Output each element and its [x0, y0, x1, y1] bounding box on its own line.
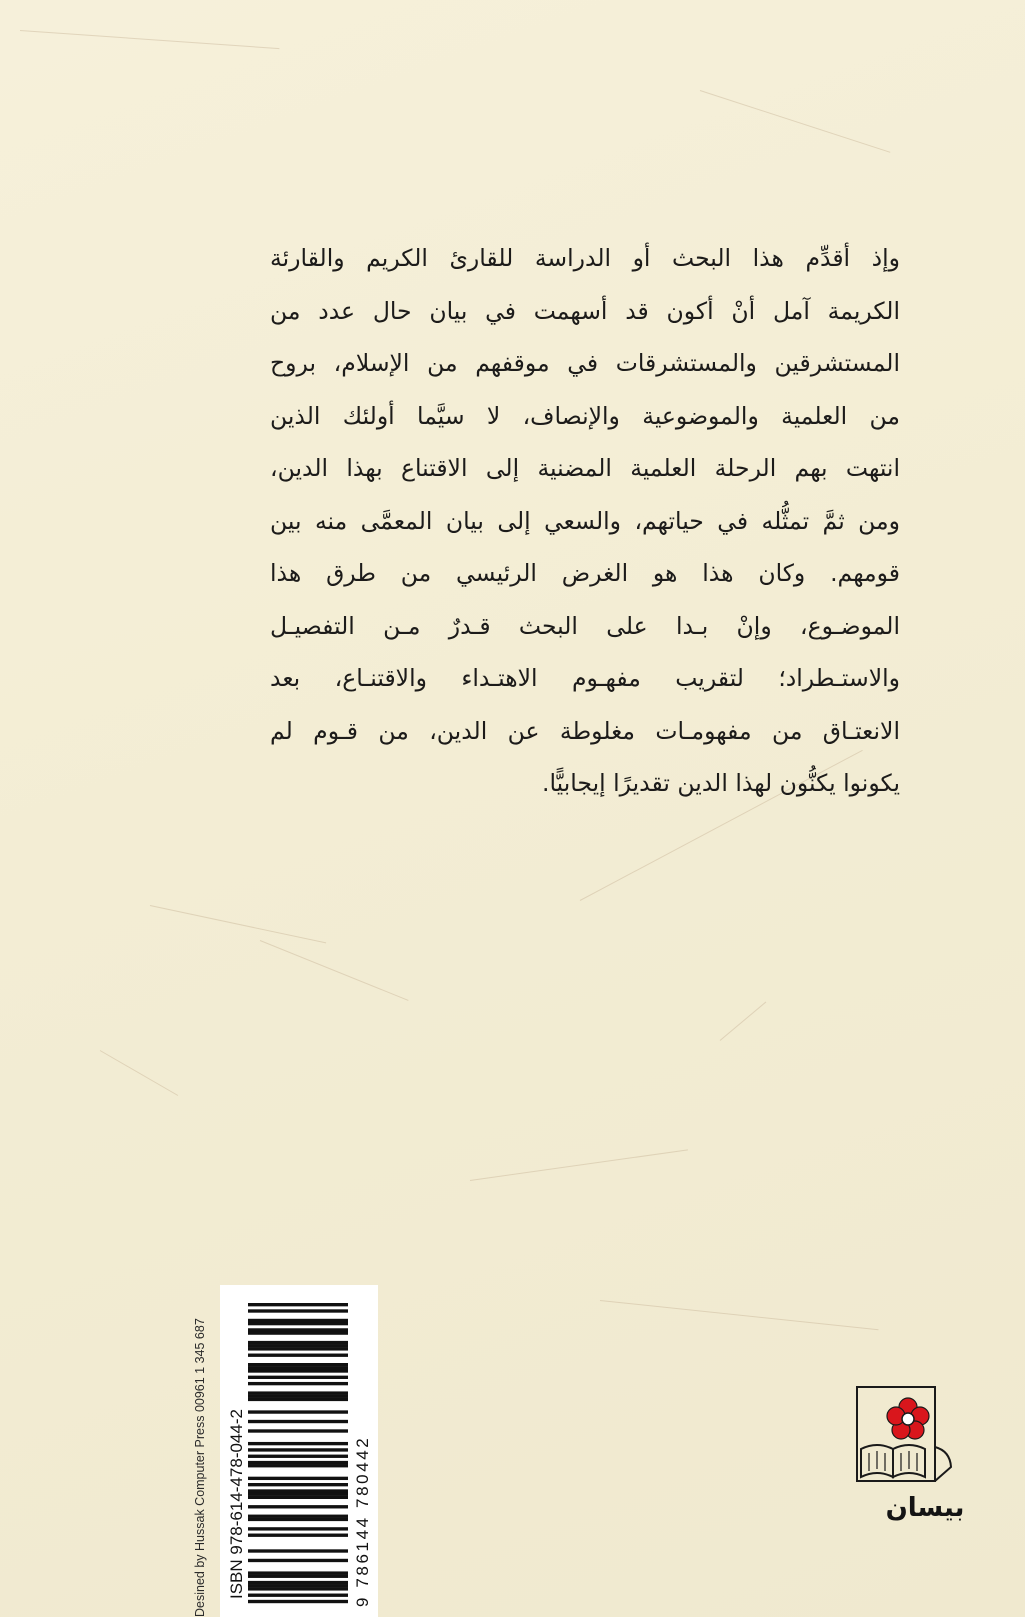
barcode-bar	[248, 1505, 348, 1508]
barcode-bar	[248, 1341, 348, 1344]
barcode-bar	[248, 1515, 348, 1518]
barcode-bar	[248, 1464, 348, 1467]
blurb-line: والاستـطراد؛ لتقريب مفهـوم الاهتـداء والاقتنـاع، بعد	[270, 664, 900, 692]
barcode-bar	[248, 1492, 348, 1495]
flower-center	[902, 1413, 914, 1425]
barcode-bar	[248, 1455, 348, 1458]
barcode-digits: 9 786144 780442	[353, 1435, 372, 1607]
barcode-bar	[248, 1410, 348, 1413]
barcode-bar	[248, 1527, 348, 1530]
barcode-bar	[248, 1395, 348, 1398]
paper-fiber	[700, 90, 891, 153]
back-cover-blurb	[270, 232, 900, 810]
barcode-bar	[248, 1587, 348, 1590]
blurb-line: الموضـوع، وإنْ بـدا على البحث قـدرٌ مـن التفصيـل	[270, 611, 900, 640]
blurb-line: من العلمية والموضوعية والإنصاف، لا سيَّما أولئك الذين	[270, 401, 900, 430]
blurb-line: ومن ثمَّ تمثُّله في حياتهم، والسعي إلى بيان المعمَّى منه بين	[270, 506, 900, 535]
barcode-bar	[248, 1363, 348, 1366]
barcode-bar	[248, 1420, 348, 1423]
paper-fiber	[20, 30, 279, 49]
barcode-bar	[248, 1549, 348, 1552]
paper-fiber	[100, 1050, 178, 1096]
barcode-bar	[248, 1376, 348, 1379]
blurb-line: الكريمة آمل أنْ أكون قد أسهمت في بيان حال عدد من	[270, 296, 900, 325]
barcode-bar	[248, 1319, 348, 1322]
barcode-bar	[248, 1489, 348, 1492]
barcode-bar	[248, 1581, 348, 1584]
barcode-bar	[248, 1575, 348, 1578]
blurb-line: قومهم. وكان هذا هو الغرض الرئيسي من طرق هذا	[270, 559, 900, 587]
barcode-bar	[248, 1309, 348, 1312]
flower-book-logo-icon	[855, 1385, 1005, 1495]
barcode-bar	[248, 1600, 348, 1603]
publisher-name: بيسان	[885, 1493, 965, 1523]
barcode-bar	[248, 1322, 348, 1325]
barcode-bar	[248, 1398, 348, 1401]
barcode-bar	[248, 1382, 348, 1385]
blurb-line: وإذ أقدِّم هذا البحث أو الدراسة للقارئ الكريم والقارئة	[270, 244, 900, 272]
paper-fiber	[470, 1149, 688, 1181]
paper-fiber	[150, 905, 326, 943]
barcode-bar	[248, 1347, 348, 1350]
paper-fiber	[260, 940, 409, 1001]
blurb-line: انتهت بهم الرحلة العلمية المضنية إلى الاقتناع بهذا الدين،	[270, 454, 900, 482]
barcode-bar	[248, 1483, 348, 1486]
barcode-bar	[248, 1448, 348, 1451]
barcode-bar	[248, 1559, 348, 1562]
barcode-bar	[248, 1571, 348, 1574]
blurb-line: الانعتـاق من مفهومـات مغلوطة عن الدين، من قـوم لم	[270, 716, 900, 745]
blurb-line: يكونوا يكنُّون لهذا الدين تقديرًا إيجابيًّا.	[542, 769, 900, 797]
blurb-line: المستشرقين والمستشرقات في موقفهم من الإسلام، بروح	[270, 349, 900, 377]
barcode-bar	[248, 1477, 348, 1480]
barcode-bar	[248, 1461, 348, 1464]
barcode-bar	[248, 1496, 348, 1499]
isbn-label: ISBN 978-614-478-044-2	[227, 1409, 246, 1599]
barcode-bar	[248, 1518, 348, 1521]
barcode-bar	[248, 1303, 348, 1306]
barcode-bar	[248, 1534, 348, 1537]
barcode-bar	[248, 1331, 348, 1334]
barcode-bar	[248, 1442, 348, 1445]
barcode-bar	[248, 1354, 348, 1357]
barcode-bar	[248, 1429, 348, 1432]
barcode-bar	[248, 1594, 348, 1597]
barcode-bar	[248, 1584, 348, 1587]
book-spine	[935, 1447, 951, 1481]
paper-fiber	[720, 1002, 767, 1041]
paper-fiber	[600, 1300, 879, 1330]
barcode-bar	[248, 1391, 348, 1394]
flower-icon	[887, 1398, 929, 1439]
barcode-bar	[248, 1369, 348, 1372]
barcode-bar	[248, 1366, 348, 1369]
barcode-bar	[248, 1344, 348, 1347]
barcode-bar	[248, 1328, 348, 1331]
designer-credit: Desined by Hussak Computer Press 00961 1 345 687	[193, 1318, 207, 1617]
